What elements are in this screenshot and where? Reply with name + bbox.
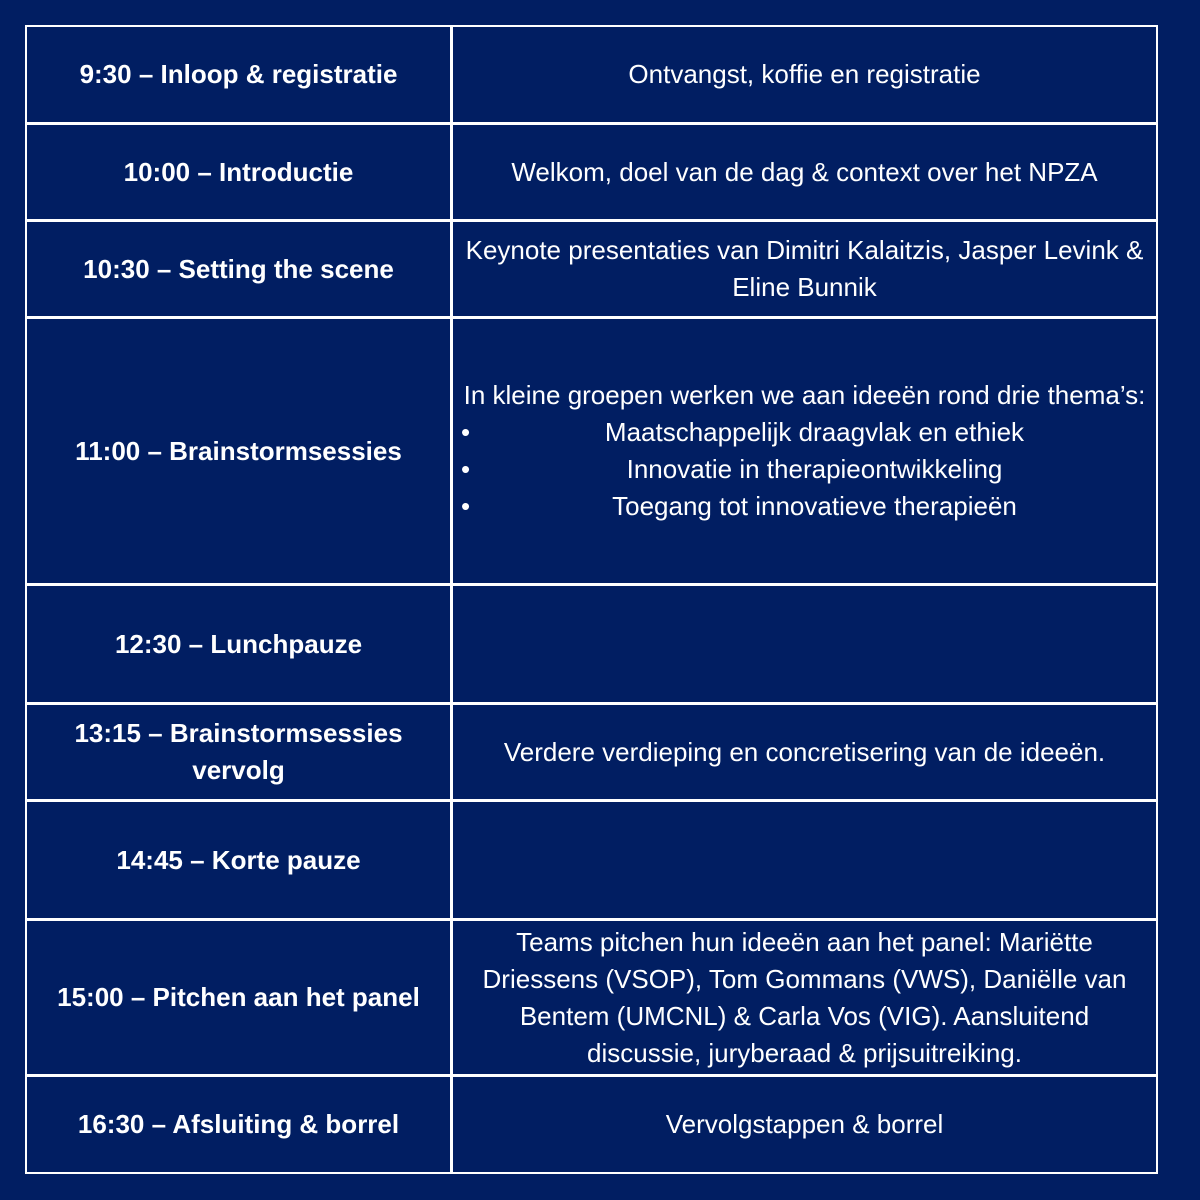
time-cell: 14:45 – Korte pauze (27, 802, 453, 918)
schedule-row (27, 802, 1156, 921)
time-cell: 13:15 – Brainstormsessies vervolg (27, 705, 453, 799)
schedule-row (27, 125, 1156, 222)
time-cell: 10:30 – Setting the scene (27, 222, 453, 316)
list-item (461, 451, 1148, 488)
schedule-row (27, 319, 1156, 586)
description-cell (453, 125, 1156, 219)
bullet-icon: • (461, 417, 471, 447)
description-cell (453, 921, 1156, 1074)
time-cell: 9:30 – Inloop & registratie (27, 27, 453, 122)
time-cell: 16:30 – Afsluiting & borrel (27, 1077, 453, 1172)
description-cell (453, 802, 1156, 918)
description-cell (453, 27, 1156, 122)
time-cell: 10:00 – Introductie (27, 125, 453, 219)
list-item (461, 414, 1148, 451)
schedule-table (25, 25, 1158, 1174)
schedule-row (27, 27, 1156, 125)
schedule-row (27, 222, 1156, 319)
list-item (461, 488, 1148, 525)
description-cell (453, 222, 1156, 316)
list-item-text: Toegang tot innovatieve therapieën (612, 491, 1017, 521)
theme-list (461, 414, 1148, 525)
list-item-text: Innovatie in therapieontwikkeling (626, 454, 1003, 484)
time-cell: 15:00 – Pitchen aan het panel (27, 921, 453, 1074)
description-text: Verdere verdieping en concretisering van de ideeën. (503, 736, 1106, 767)
description-text: Ontvangst, koffie en registratie (628, 59, 981, 89)
time-cell: 11:00 – Brainstormsessies (27, 319, 453, 583)
description-cell (453, 705, 1156, 799)
bullet-icon: • (461, 491, 471, 521)
description-text: In kleine groepen werken we aan ideeën rond drie thema’s: (463, 380, 1146, 410)
schedule-row (27, 1077, 1156, 1172)
description-cell (453, 586, 1156, 702)
schedule-row (27, 586, 1156, 705)
bullet-icon: • (461, 454, 471, 484)
schedule-row (27, 921, 1156, 1077)
description-cell (453, 319, 1156, 583)
description-text: Vervolgstappen & borrel (665, 1109, 944, 1139)
schedule-row (27, 705, 1156, 802)
time-cell: 12:30 – Lunchpauze (27, 586, 453, 702)
description-text: Keynote presentaties van Dimitri Kalaitzis, Jasper Levink & Eline Bunnik (465, 235, 1144, 302)
description-text: Welkom, doel van de dag & context over het NPZA (511, 156, 1098, 187)
description-cell (453, 1077, 1156, 1172)
description-text: Teams pitchen hun ideeën aan het panel: Mariëtte Driessens (VSOP), Tom Gommans (VWS), Daniëlle van Bentem (UMCNL) & Carla Vos (VIG). Aansluitend discussie, juryberaad & prijsuitreiking. (482, 926, 1127, 1068)
list-item-text: Maatschappelijk draagvlak en ethiek (604, 417, 1025, 447)
